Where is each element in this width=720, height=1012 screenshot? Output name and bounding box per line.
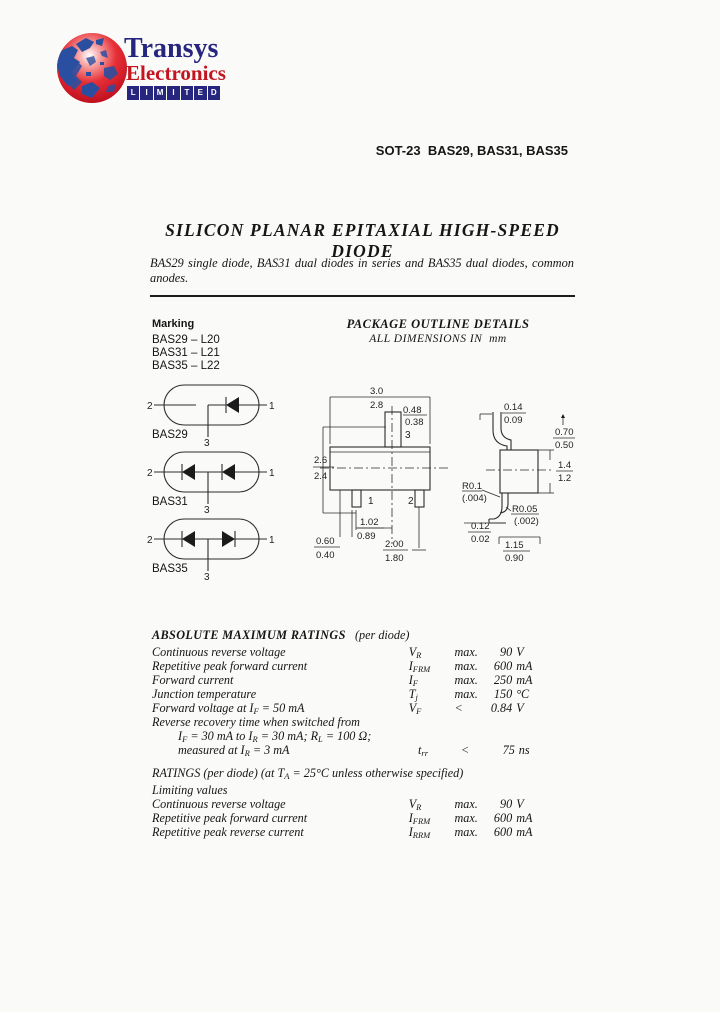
value-cell: 600: [493, 659, 513, 673]
marking-item-bas35: BAS35 – L22: [152, 360, 220, 372]
dim-pitch2-min: 1.80: [385, 553, 404, 564]
unit-cell: °C: [516, 687, 530, 701]
divider-rule: [150, 295, 575, 297]
abs-max-heading-note: (per diode): [354, 628, 410, 642]
param-label: Continuous reverse voltage: [152, 797, 286, 811]
outline-title: PACKAGE OUTLINE DETAILS: [346, 317, 530, 331]
symbol-cell: $V_F$: [408, 701, 422, 716]
ratings-subheading: Limiting values: [152, 783, 228, 797]
bas29-pin-left: 2: [147, 401, 153, 412]
unit-cell: V: [516, 701, 524, 715]
table-row: [152, 826, 556, 840]
bas31-label: BAS31: [152, 496, 188, 508]
value-cell: 600: [493, 811, 513, 825]
pin3-label: 3: [405, 430, 411, 441]
bas29-label: BAS29: [152, 429, 188, 441]
unit-cell: mA: [516, 825, 533, 839]
bas35-symbol: [146, 517, 278, 581]
page-subtitle: BAS29 single diode, BAS31 dual diodes in series and BAS35 dual diodes, common anodes.: [150, 256, 574, 285]
pin2-label: 2: [408, 496, 414, 507]
marking-item-bas29: BAS29 – L20: [152, 334, 220, 346]
table-row: [152, 688, 556, 702]
value-cell: 250: [493, 673, 513, 687]
bas35-pin-right: 1: [269, 535, 275, 546]
value-cell: 0.84: [490, 701, 513, 715]
param-label: Repetitive peak reverse current: [152, 825, 304, 839]
symbol-cell: $I_F$: [408, 673, 418, 688]
dim-r1-inch: (.004): [462, 493, 487, 504]
dim-width-min: 2.8: [370, 400, 384, 411]
dim-offset-max: 0.60: [316, 536, 335, 547]
unit-cell: mA: [516, 811, 533, 825]
symbol-cell: $V_R$: [408, 645, 422, 660]
bas29-pin-bottom: 3: [204, 438, 210, 447]
unit-cell: mA: [516, 673, 533, 687]
table-row: [152, 660, 556, 674]
dim-leadth-min: 0.09: [504, 415, 523, 426]
unit-cell: ns: [518, 743, 530, 757]
value-cell: 90: [500, 797, 513, 811]
bas31-symbol: [146, 450, 278, 514]
unit-cell: V: [516, 797, 524, 811]
unit-cell: V: [516, 645, 524, 659]
limited-letter: D: [210, 88, 217, 97]
abs-max-heading-text: ABSOLUTE MAXIMUM RATINGS: [152, 628, 346, 642]
dim-offset-min: 0.40: [316, 550, 335, 561]
dim-pitch2-max: 2.00: [385, 539, 404, 550]
symbol-cell: $I_{FRM}$: [408, 659, 431, 674]
part-number-line: SOT-23 BAS29, BAS31, BAS35: [375, 143, 568, 158]
bas31-pin-left: 2: [147, 468, 153, 479]
globe-icon: [56, 32, 128, 104]
condition-cell: <: [460, 743, 470, 757]
dim-width-max: 3.0: [370, 386, 384, 397]
limited-letter: M: [154, 86, 167, 100]
symbol-cell: $T_j$: [408, 687, 418, 702]
value-cell: 600: [493, 825, 513, 839]
trr-line3: measured at $I_R = 3$ mA $t_{rr}$ < 75 ns: [152, 744, 556, 758]
dim-leadh-min: 0.50: [555, 440, 574, 451]
dim-leadth-max: 0.14: [504, 402, 523, 413]
limited-letter: I: [140, 86, 153, 100]
dim-body-max: 1.4: [558, 460, 572, 471]
dim-pitch1-min: 0.89: [357, 531, 376, 542]
param-label: Repetitive peak forward current: [152, 659, 308, 673]
dim-standoff-max: 0.12: [471, 521, 490, 532]
abs-max-heading: [152, 628, 556, 646]
dim-height-max: 2.6: [314, 455, 328, 466]
logo-limited-bar: [127, 86, 220, 100]
logo-division: Electronics: [126, 61, 226, 85]
value-cell: 150: [493, 687, 513, 701]
dim-r2-inch: (.002): [514, 516, 539, 527]
dim-r1: R0.1: [462, 481, 483, 492]
condition-cell: max.: [454, 825, 478, 839]
condition-cell: max.: [454, 659, 478, 673]
bas35-pin-left: 2: [147, 535, 153, 546]
bas29-symbol: [146, 383, 278, 447]
param-label: Forward current: [152, 673, 234, 687]
symbol-cell: $I_{RRM}$: [408, 825, 431, 840]
table-row: [152, 646, 556, 660]
table-row: [152, 798, 556, 812]
condition-cell: max.: [454, 797, 478, 811]
trr-line1: Reverse recovery time when switched from: [152, 715, 360, 729]
outline-subtitle: ALL DIMENSIONS IN mm: [369, 333, 507, 345]
dim-tab-min: 0.38: [405, 417, 424, 428]
pin1-label: 1: [368, 496, 374, 507]
table-row: [152, 812, 556, 826]
package-side-view: [462, 390, 590, 575]
logo-globe: [56, 32, 128, 104]
table-row: [152, 702, 556, 716]
table-row: [152, 674, 556, 688]
dim-body-min: 1.2: [558, 473, 572, 484]
package-top-view: [300, 382, 460, 580]
limited-letter: L: [127, 86, 140, 100]
dim-foot-min: 0.90: [505, 553, 524, 564]
dim-height-min: 2.4: [314, 471, 328, 482]
bas35-pin-bottom: 3: [204, 572, 210, 581]
limited-letter: I: [167, 86, 180, 100]
value-cell: 75: [502, 743, 515, 757]
param-label: Repetitive peak forward current: [152, 811, 308, 825]
condition-cell: max.: [454, 645, 478, 659]
param-label: Forward voltage at $I_F = 50$ mA: [152, 701, 305, 716]
dim-tab-max: 0.48: [403, 405, 422, 416]
dim-pitch1-max: 1.02: [360, 517, 379, 528]
dim-r2: R0.05: [512, 504, 538, 515]
param-label: Continuous reverse voltage: [152, 645, 286, 659]
param-label: Junction temperature: [152, 687, 257, 701]
dim-foot-max: 1.15: [505, 540, 524, 551]
bas35-label: BAS35: [152, 563, 188, 575]
abs-max-table: [152, 628, 556, 758]
symbol-cell: $I_{FRM}$: [408, 811, 431, 826]
bas29-pin-right: 1: [269, 401, 275, 412]
condition-cell: max.: [454, 811, 478, 825]
dim-standoff-min: 0.02: [471, 534, 490, 545]
ratings-heading: RATINGS (per diode) (at $T_A = 25^\circ C$ unless otherwise specified): [152, 766, 464, 781]
condition-cell: max.: [454, 673, 478, 687]
marking-item-bas31: BAS31 – L21: [152, 347, 220, 359]
dim-leadh-max: 0.70: [555, 427, 574, 438]
condition-cell: <: [454, 701, 463, 715]
page-title: SILICON PLANAR EPITAXIAL HIGH-SPEED DIODE: [165, 220, 560, 261]
trr-line2: $I_F = 30$ mA to $I_R = 30$ mA; $R_L = 100$ Ω;: [178, 729, 372, 744]
limited-letter: E: [194, 86, 207, 100]
bas31-pin-bottom: 3: [204, 505, 210, 514]
bas31-pin-right: 1: [269, 468, 275, 479]
symbol-cell: $t_{rr}$: [418, 743, 429, 758]
unit-cell: mA: [516, 659, 533, 673]
condition-cell: max.: [454, 687, 478, 701]
logo-name: Transys: [124, 33, 219, 64]
symbol-cell: $V_R$: [408, 797, 422, 812]
marking-heading: Marking: [152, 318, 195, 330]
value-cell: 90: [500, 645, 513, 659]
limited-letter: T: [181, 86, 194, 100]
ratings-table: [152, 766, 556, 840]
